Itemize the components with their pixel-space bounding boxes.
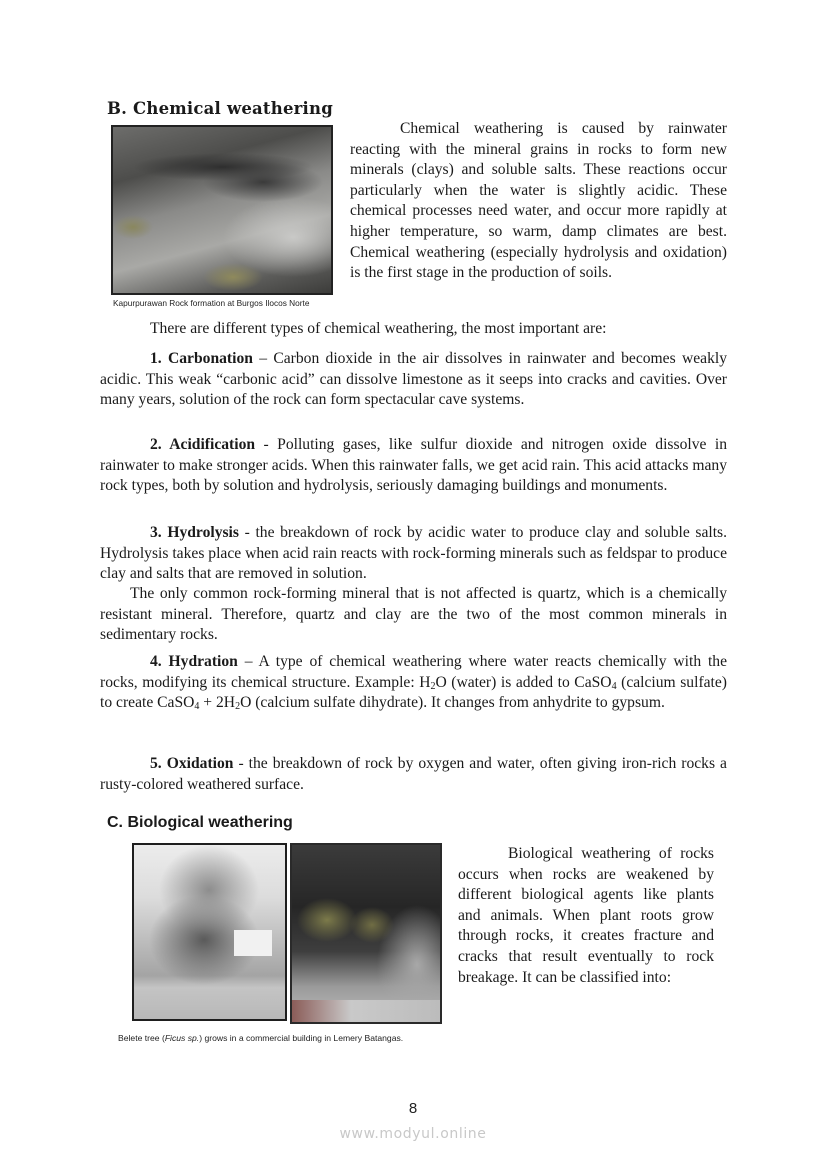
section-b-heading: B. Chemical weathering (107, 99, 333, 118)
belete-tree-closeup-photo (290, 843, 442, 1024)
rock-formation-photo (111, 125, 333, 295)
carbonation-text: Carbon dioxide in the air dissolves in rainwater and becomes weakly acidic. This weak “carbonic acid” can dissolve limestone as it seeps into cracks and cavities. Over many years, solution of the rock can form spectacular cave systems. (100, 350, 728, 409)
building-shape (234, 930, 272, 956)
watermark: www.modyul.online (339, 1126, 487, 1142)
chemical-weathering-intro (350, 119, 727, 284)
biological-weathering-intro (458, 844, 714, 988)
carbonation-paragraph: 1. Carbonation – Carbon dioxide in the air dissolves in rainwater and becomes weakly acidic. This weak “carbonic acid” can dissolve limestone as it seeps into cracks and cavities. Over many years, solution of the rock can form spectacular cave systems. (100, 350, 728, 409)
belete-tree-building-photo (132, 843, 287, 1021)
acidification-term: 2. Acidification (150, 436, 256, 453)
types-intro: There are different types of chemical weathering, the most important are: (150, 320, 607, 337)
hydrolysis-text: the breakdown of rock by acidic water to produce clay and soluble salts. Hydrolysis takes place when acid rain reacts with rock-forming minerals such as feldspar to produce clay and salts that are removed in solution. (100, 524, 728, 583)
hydrolysis-paragraph: 3. Hydrolysis - the breakdown of rock by acidic water to produce clay and soluble salts. Hydrolysis takes place when acid rain reacts with rock-forming minerals such as feldspar to produce clay and salts that are removed in solution. (100, 524, 728, 583)
quartz-text: The only common rock-forming mineral that is not affected is quartz, which is a chemically resistant mineral. Therefore, quartz and clay are the two of the most common minerals in sedimentary rocks. (100, 585, 727, 644)
chemical-weathering-intro-text: Chemical weathering is caused by rainwater reacting with the mineral grains in rocks to form new minerals (clays) and soluble salts. These reactions occur particularly when the water is slightly acidic. These chemical processes need water, and occur more rapidly at higher temperature, so warm, damp climates are best. Chemical weathering (especially hydrolysis and oxidation) is the first stage in the production of soils. (350, 120, 727, 282)
wall-shape (292, 1000, 440, 1022)
oxidation-text: the breakdown of rock by oxygen and water, often giving iron-rich rocks a rusty-colored weathered surface. (100, 755, 727, 793)
oxidation-paragraph: 5. Oxidation - the breakdown of rock by oxygen and water, often giving iron-rich rocks a rusty-colored weathered surface. (100, 755, 727, 793)
hydration-term: 4. Hydration (150, 653, 238, 670)
page-number: 8 (408, 1100, 418, 1117)
acidification-text: Polluting gases, like sulfur dioxide and nitrogen oxide dissolve in rainwater to make stronger acids. When this rainwater falls, we get acid rain. This acid attacks many rock types, both by solution and hydrolysis, seriously damaging buildings and monuments. (100, 436, 727, 495)
acidification-paragraph: 2. Acidification - Polluting gases, like sulfur dioxide and nitrogen oxide dissolve in rainwater to make stronger acids. When this rainwater falls, we get acid rain. This acid attacks many rock types, both by solution and hydrolysis, seriously damaging buildings and monuments. (100, 436, 727, 495)
hydration-paragraph: 4. Hydration – A type of chemical weathering where water reacts chemically with the rocks, modifying its chemical structure. Example: $H_2O$ (water) is added to CaSO$_4$ (calcium sulfate) to create CaSO$_4$ + $2H_2O$ (calcium sulfate dihydrate). It changes from anhydrite to gypsum. (100, 653, 728, 713)
hydrolysis-term: 3. Hydrolysis (150, 524, 239, 541)
section-c-heading: C. Biological weathering (107, 814, 293, 831)
rock-photo-caption: Kapurpurawan Rock formation at Burgos Ilocos Norte (113, 298, 310, 308)
tree-photo-caption: Belete tree (Ficus sp.) grows in a commercial building in Lemery Batangas. (118, 1033, 404, 1043)
quartz-paragraph (100, 584, 727, 646)
biological-weathering-intro-text: Biological weathering of rocks occurs when rocks are weakened by different biological agents like plants and animals. When plant roots grow through rocks, it creates fracture and cracks that result eventually to rock breakage. It can be classified into: (458, 845, 714, 986)
oxidation-term: 5. Oxidation (150, 755, 234, 772)
carbonation-term: 1. Carbonation (150, 350, 253, 367)
